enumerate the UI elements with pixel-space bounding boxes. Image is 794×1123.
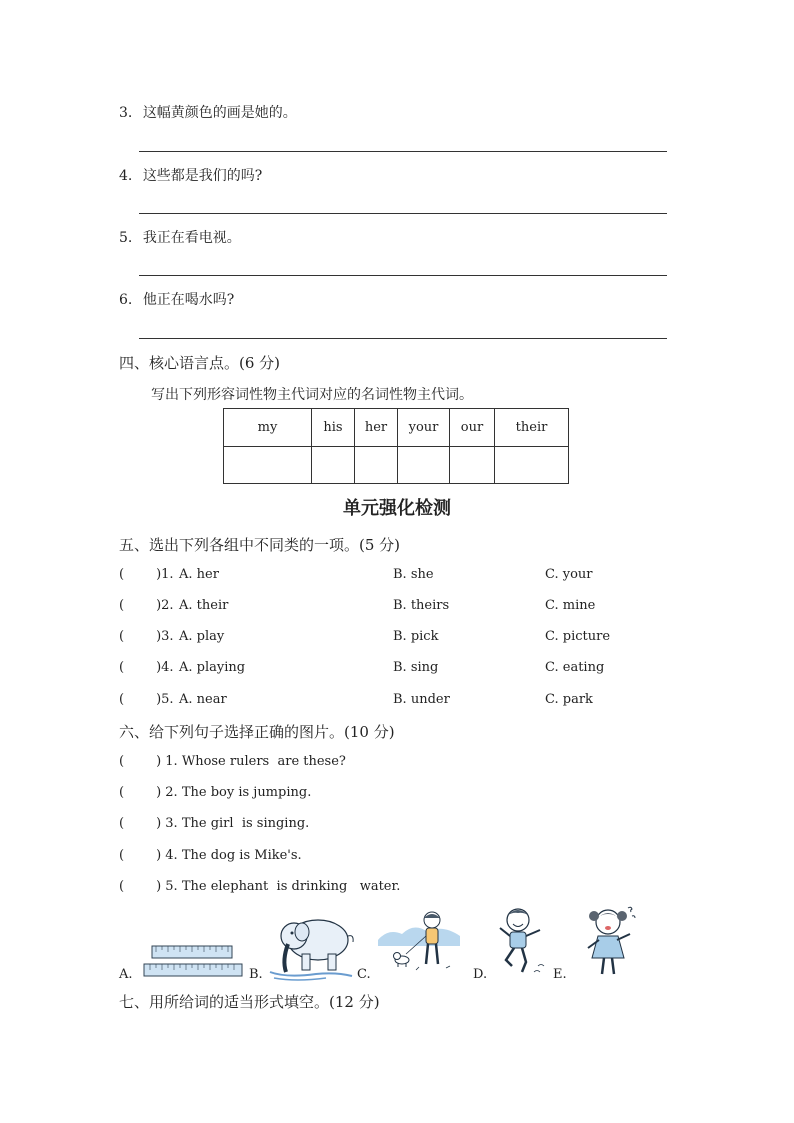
answer-cell[interactable] — [312, 447, 355, 484]
answer-bracket-open: ( — [119, 692, 125, 707]
item-text: 我正在看电视。 — [142, 230, 241, 246]
option-a: A. playing — [179, 660, 246, 675]
answer-bracket-open: ( — [119, 754, 125, 769]
pronoun-cell: his — [312, 409, 355, 447]
answer-line[interactable] — [139, 275, 667, 276]
option-c: C. eating — [545, 660, 605, 675]
item-number: 3. — [119, 105, 133, 121]
item-text: 他正在喝水吗? — [142, 292, 235, 308]
option-c: C. picture — [545, 629, 611, 644]
elephant-picture — [266, 910, 356, 982]
item-number: )3. — [156, 629, 174, 644]
picture-label-c: C. — [357, 967, 371, 982]
answer-cell[interactable] — [355, 447, 398, 484]
translation-item-4 — [119, 165, 262, 185]
option-a: A. their — [179, 598, 229, 613]
translation-item-3 — [119, 102, 297, 122]
pronoun-cell: their — [495, 409, 569, 447]
answer-bracket-open: ( — [119, 660, 125, 675]
item-number: 4. — [119, 168, 133, 184]
answer-bracket-open: ( — [119, 629, 125, 644]
answer-line[interactable] — [139, 151, 667, 152]
sentence-row — [119, 754, 346, 769]
sentence-row — [119, 785, 311, 800]
answer-bracket-open: ( — [119, 598, 125, 613]
pronoun-table — [223, 408, 569, 484]
answer-bracket-open: ( — [119, 567, 125, 582]
item-number: )4. — [156, 660, 174, 675]
item-number: 5. — [119, 230, 133, 246]
sentence-text: Whose rulers are these? — [181, 754, 346, 769]
answer-bracket-open: ( — [119, 816, 125, 831]
mc-row — [119, 567, 174, 582]
option-b: B. theirs — [393, 598, 450, 613]
item-number: ) 2. — [156, 785, 178, 800]
answer-cell[interactable] — [495, 447, 569, 484]
option-a: A. play — [179, 629, 225, 644]
section-4-title: 四、核心语言点。(6 分) — [119, 354, 281, 372]
item-number: 6. — [119, 292, 133, 308]
sentence-row — [119, 848, 302, 863]
mc-row — [119, 660, 174, 675]
picture-label-d: D. — [473, 967, 488, 982]
item-text: 这幅黄颜色的画是她的。 — [142, 105, 297, 121]
option-c: C. your — [545, 567, 593, 582]
mc-row — [119, 692, 174, 707]
picture-label-a: A. — [119, 967, 133, 982]
singing-girl-picture — [582, 902, 642, 980]
sentence-row — [119, 879, 400, 894]
jumping-boy-picture — [494, 904, 550, 978]
item-number: ) 5. — [156, 879, 178, 894]
sentence-row — [119, 816, 309, 831]
answer-bracket-open: ( — [119, 879, 125, 894]
item-number: ) 4. — [156, 848, 178, 863]
pronoun-cell: our — [450, 409, 495, 447]
option-b: B. sing — [393, 660, 439, 675]
option-a: A. her — [179, 567, 219, 582]
mc-row — [119, 598, 174, 613]
section-4-instruction: 写出下列形容词性物主代词对应的名词性物主代词。 — [151, 387, 473, 403]
sentence-text: The elephant is drinking water. — [181, 879, 401, 894]
sentence-text: The dog is Mike's. — [181, 848, 302, 863]
option-a: A. near — [179, 692, 227, 707]
answer-line[interactable] — [139, 213, 667, 214]
answer-line[interactable] — [139, 338, 667, 339]
section-6-title: 六、给下列句子选择正确的图片。(10 分) — [119, 723, 395, 741]
option-c: C. park — [545, 692, 593, 707]
option-b: B. she — [393, 567, 434, 582]
item-number: ) 3. — [156, 816, 178, 831]
item-number: )2. — [156, 598, 174, 613]
unit-title: 单元强化检测 — [343, 498, 451, 519]
option-b: B. pick — [393, 629, 439, 644]
answer-cell[interactable] — [398, 447, 450, 484]
item-number: )5. — [156, 692, 174, 707]
answer-bracket-open: ( — [119, 785, 125, 800]
option-b: B. under — [393, 692, 450, 707]
pronoun-cell: my — [224, 409, 312, 447]
item-number: ) 1. — [156, 754, 178, 769]
translation-item-5 — [119, 227, 241, 247]
item-text: 这些都是我们的吗? — [142, 168, 263, 184]
section-5-title: 五、选出下列各组中不同类的一项。(5 分) — [119, 536, 401, 554]
picture-label-b: B. — [249, 967, 263, 982]
pronoun-cell: your — [398, 409, 450, 447]
item-number: )1. — [156, 567, 174, 582]
pronoun-cell: her — [355, 409, 398, 447]
answer-cell[interactable] — [224, 447, 312, 484]
picture-label-e: E. — [553, 967, 567, 982]
answer-bracket-open: ( — [119, 848, 125, 863]
translation-item-6 — [119, 289, 234, 309]
sentence-text: The boy is jumping. — [181, 785, 312, 800]
section-7-title: 七、用所给词的适当形式填空。(12 分) — [119, 993, 380, 1011]
mc-row — [119, 629, 174, 644]
boy-with-dog-picture — [376, 910, 462, 974]
rulers-picture — [142, 944, 244, 980]
sentence-text: The girl is singing. — [181, 816, 310, 831]
option-c: C. mine — [545, 598, 596, 613]
answer-cell[interactable] — [450, 447, 495, 484]
